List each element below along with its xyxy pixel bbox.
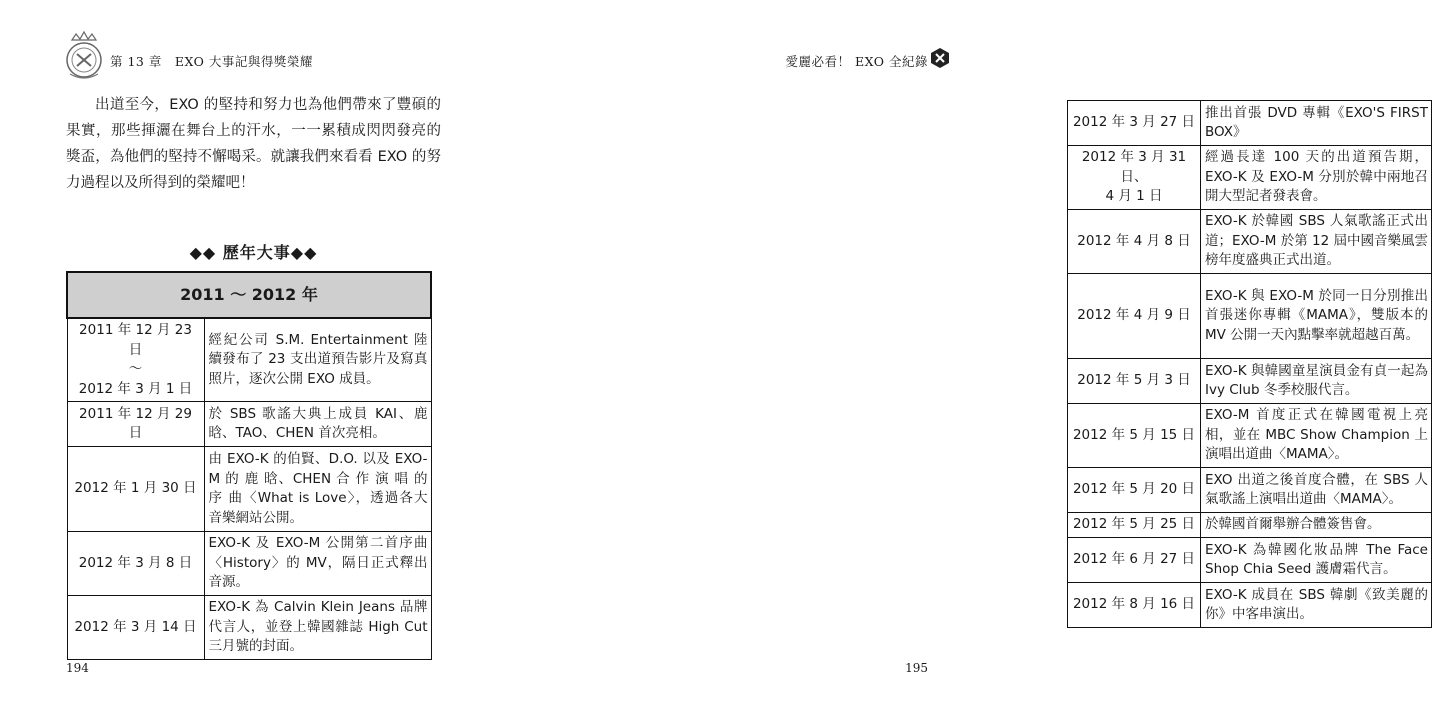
table-row bbox=[1068, 538, 1432, 583]
page-number: 195 bbox=[905, 661, 928, 675]
event-description: 推出首張 DVD 專輯《EXO'S FIRST BOX》 bbox=[1201, 101, 1432, 146]
year-range-heading: 2011 ～ 2012 年 bbox=[67, 272, 431, 318]
intro-paragraph: 出道至今，EXO 的堅持和努力也為他們帶來了豐碩的果實，那些揮灑在舞台上的汗水，一一累積成閃閃發亮的獎盃，為他們的堅持不懈喝采。就讓我們來看看 EXO 的努力過程以及所得到的榮耀吧！ bbox=[66, 97, 441, 191]
event-date: 2012 年 4 月 9 日 bbox=[1068, 274, 1201, 359]
event-date: 2011 年 12 月 23 日 ～ 2012 年 3 月 1 日 bbox=[67, 318, 204, 402]
table-row bbox=[67, 402, 431, 447]
event-description: 於韓國首爾舉辦合體簽售會。 bbox=[1201, 513, 1432, 538]
table-row bbox=[1068, 146, 1432, 210]
section-title: ◆◆ 歷年大事◆◆ bbox=[189, 243, 318, 262]
book-header: 愛麗必看！ EXO 全紀錄 bbox=[785, 54, 928, 69]
event-description: EXO-K 為韓國化妝品牌 The Face Shop Chia Seed 護膚霜代言。 bbox=[1201, 538, 1432, 583]
event-date: 2012 年 3 月 14 日 bbox=[67, 596, 204, 660]
table-row bbox=[1068, 274, 1432, 359]
page-number: 194 bbox=[66, 661, 89, 675]
table-row bbox=[67, 318, 431, 402]
event-description: EXO-K 為 Calvin Klein Jeans 品牌代言人，並登上韓國雜誌 High Cut 三月號的封面。 bbox=[204, 596, 431, 660]
event-description: 由 EXO-K 的伯賢、D.O. 以及 EXO-M 的 鹿 晗、CHEN 合 作 演 唱 的 序 曲〈What is Love〉，透過各大音樂網站公開。 bbox=[204, 447, 431, 532]
event-date: 2012 年 5 月 15 日 bbox=[1068, 404, 1201, 468]
event-date: 2012 年 3 月 27 日 bbox=[1068, 101, 1201, 146]
event-description: EXO-K 與 EXO-M 於同一日分別推出首張迷你專輯《MAMA》，雙版本的 MV 公開一天內點擊率就超越百萬。 bbox=[1201, 274, 1432, 359]
table-row bbox=[1068, 210, 1432, 274]
event-date: 2012 年 8 月 16 日 bbox=[1068, 583, 1201, 628]
exo-logo-icon bbox=[930, 48, 950, 68]
event-description: EXO-M 首度正式在韓國電視上亮相，並在 MBC Show Champion 上演唱出道曲〈MAMA〉。 bbox=[1201, 404, 1432, 468]
event-date: 2012 年 4 月 8 日 bbox=[1068, 210, 1201, 274]
event-description: EXO-K 於韓國 SBS 人氣歌謠正式出道；EXO-M 於第 12 屆中國音樂風雲榜年度盛典正式出道。 bbox=[1201, 210, 1432, 274]
table-row bbox=[1068, 404, 1432, 468]
left-page bbox=[0, 0, 500, 709]
right-page bbox=[500, 0, 1428, 709]
event-description: 於 SBS 歌謠大典上成員 KAI、鹿晗、TAO、CHEN 首次亮相。 bbox=[204, 402, 431, 447]
event-description: 經紀公司 S.M. Entertainment 陸續發布了 23 支出道預告影片及寫真照片，逐次公開 EXO 成員。 bbox=[204, 318, 431, 402]
timeline-table-left bbox=[66, 271, 432, 660]
event-description: EXO-K 成員在 SBS 韓劇《致美麗的你》中客串演出。 bbox=[1201, 583, 1432, 628]
table-row bbox=[1068, 468, 1432, 513]
event-date: 2012 年 3 月 31 日、 4 月 1 日 bbox=[1068, 146, 1201, 210]
event-description: 經過長達 100 天的出道預告期，EXO-K 及 EXO-M 分別於韓中兩地召開大型記者發表會。 bbox=[1201, 146, 1432, 210]
event-date: 2012 年 3 月 8 日 bbox=[67, 532, 204, 596]
table-row bbox=[1068, 101, 1432, 146]
event-description: EXO-K 及 EXO-M 公開第二首序曲〈History〉的 MV，隔日正式釋出音源。 bbox=[204, 532, 431, 596]
table-row bbox=[1068, 513, 1432, 538]
table-row bbox=[67, 596, 431, 660]
event-description: EXO 出道之後首度合體，在 SBS 人氣歌謠上演唱出道曲〈MAMA〉。 bbox=[1201, 468, 1432, 513]
event-date: 2012 年 5 月 20 日 bbox=[1068, 468, 1201, 513]
table-row bbox=[1068, 359, 1432, 404]
event-description: EXO-K 與韓國童星演員金有貞一起為 Ivy Club 冬季校服代言。 bbox=[1201, 359, 1432, 404]
event-date: 2012 年 5 月 25 日 bbox=[1068, 513, 1201, 538]
chapter-header: 第 13 章 EXO 大事記與得獎榮耀 bbox=[110, 54, 313, 69]
event-date: 2011 年 12 月 29 日 bbox=[67, 402, 204, 447]
table-row bbox=[67, 532, 431, 596]
table-row bbox=[67, 447, 431, 532]
table-row bbox=[1068, 583, 1432, 628]
event-date: 2012 年 1 月 30 日 bbox=[67, 447, 204, 532]
event-date: 2012 年 6 月 27 日 bbox=[1068, 538, 1201, 583]
timeline-table-right bbox=[1067, 100, 1432, 628]
crest-logo-icon bbox=[62, 30, 106, 80]
event-date: 2012 年 5 月 3 日 bbox=[1068, 359, 1201, 404]
